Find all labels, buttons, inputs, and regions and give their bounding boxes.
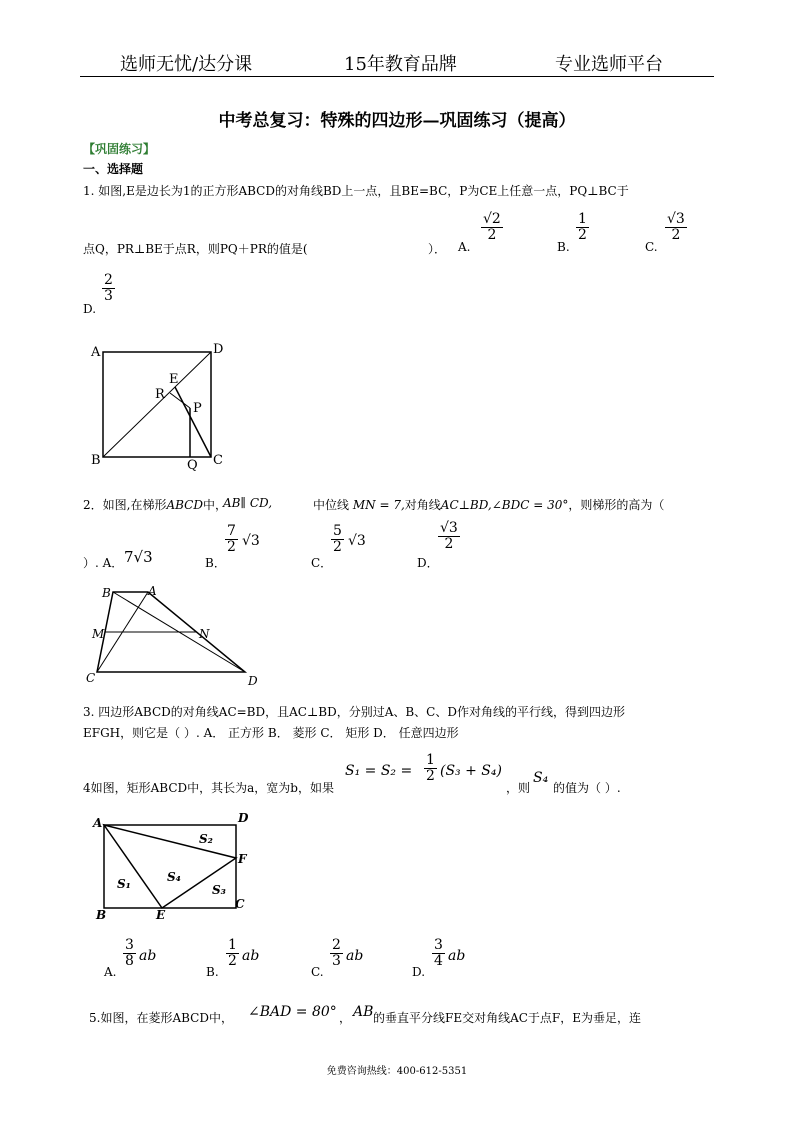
q2-mn-text: 中位线 MN = 7,对角线AC⊥BD,∠BDC = 30°，则梯形的高为（ — [313, 498, 665, 512]
q4-fraction-a: $\frac{3}{8}$ — [125, 937, 134, 969]
q4-fraction-c: $\frac{2}{3}$ — [332, 937, 341, 969]
q4-label-a: A — [93, 816, 103, 830]
q1-label-p: P — [193, 401, 202, 416]
q2-label-b: B — [102, 586, 111, 600]
q4-label-d: D — [238, 811, 249, 825]
q4-text: 4如图，矩形ABCD中，其长为a，宽为b，如果 — [83, 781, 334, 795]
q4-opt-c: C. — [311, 965, 324, 979]
q2-prefix: 2．如图,在梯形 — [83, 498, 167, 512]
q4-tail: 的值为（ ）. — [553, 781, 621, 795]
q1-label-d: D — [213, 342, 224, 357]
q4-label-s4: S₄ — [167, 870, 181, 884]
q5-prefix: 5.如图，在菱形ABCD中， — [89, 1011, 233, 1025]
q3-line2: EFGH，则它是（ ）. A． 正方形 B． 菱形 C． 矩形 D． 任意四边形 — [83, 726, 459, 740]
q2-opt-b: B． — [205, 556, 226, 570]
q4-ab-a: ab — [139, 948, 157, 964]
q2-fraction-c: $\frac{5}{2}$ — [333, 523, 342, 555]
q4-ab-d: ab — [448, 948, 466, 964]
q2-suffix: ，则梯形的高为（ — [568, 498, 665, 512]
q1-fraction-d: $\frac{2}{3}$ — [104, 272, 113, 304]
q2-radical-c: √3 — [348, 533, 366, 549]
q2-value-a: 7√3 — [124, 548, 153, 566]
header-right: 专业选师平台 — [555, 54, 663, 75]
q4-formula-right: (S₃ + S₄) — [440, 763, 502, 779]
q4-label-c: C — [235, 897, 245, 911]
q4-figure — [88, 808, 258, 920]
q4-label-e: E — [156, 908, 166, 920]
section-heading: 一、选择题 — [83, 162, 144, 176]
q4-label-s2: S₂ — [199, 832, 213, 846]
q4-label-b: B — [96, 908, 107, 920]
q1-line1: 1. 如图,E是边长为1的正方形ABCD的对角线BD上一点，且BE=BC，P为CE上任意一点，PQ⊥BC于 — [83, 184, 629, 198]
header-left: 选师无忧/达分课 — [120, 54, 253, 75]
q2-perp: AC⊥BD, — [440, 498, 492, 512]
q2-opt-c: C． — [311, 556, 333, 570]
q2-abcd: ABCD — [166, 498, 203, 512]
q2-fraction-b: $\frac{7}{2}$ — [227, 523, 236, 555]
q2-mid: 中， — [202, 498, 227, 512]
q1-opt-a: A. — [458, 240, 471, 254]
q1-label-b: B — [91, 453, 101, 468]
q1-segment-ce — [175, 387, 211, 457]
q2-opt-a: ）. A． — [83, 556, 124, 570]
q4-fraction-d: $\frac{3}{4}$ — [434, 937, 443, 969]
q2-fraction-d: $\frac{√3}{2}$ — [440, 520, 458, 552]
q1-fraction-b: $\frac{1}{2}$ — [578, 211, 587, 243]
q4-opt-d: D. — [412, 965, 426, 979]
header-center: 15年教育品牌 — [344, 54, 457, 75]
q4-fraction-b: $\frac{1}{2}$ — [228, 937, 237, 969]
q2-label-c: C — [86, 671, 96, 685]
q1-fraction-c: $\frac{√3}{2}$ — [667, 211, 685, 243]
q2-label-n: N — [199, 627, 210, 641]
q1-label-q: Q — [187, 458, 198, 473]
q4-opt-b: B. — [206, 965, 219, 979]
q4-then: ，则 — [506, 781, 531, 795]
q4-s4: S₄ — [533, 770, 549, 786]
q4-opt-a: A. — [104, 965, 117, 979]
q1-label-r: R — [155, 387, 165, 402]
q2-line1 — [83, 496, 227, 513]
section-tag: 【巩固练习】 — [83, 142, 156, 156]
header-rule — [80, 76, 714, 77]
q1-label-e: E — [169, 372, 179, 387]
footer-hotline: 免费咨询热线：400-612-5351 — [326, 1066, 468, 1077]
q4-ab-b: ab — [242, 948, 260, 964]
q1-figure — [90, 340, 240, 475]
q1-line2: 点Q，PR⊥BE于点R，则PQ＋PR的值是( — [83, 242, 308, 256]
q1-opt-c: C. — [645, 240, 658, 254]
q5-suffix: 的垂直平分线FE交对角线AC于点F，E为垂足，连 — [373, 1011, 642, 1025]
q1-label-a: A — [91, 345, 101, 360]
q3-line1: 3. 四边形ABCD的对角线AC=BD，且AC⊥BD，分别过A、B、C、D作对角线的平行线，得到四边形 — [83, 705, 625, 719]
q1-opt-d: D. — [83, 302, 97, 316]
q2-opt-d: D． — [417, 556, 439, 570]
q1-fraction-a: $\frac{√2}{2}$ — [483, 211, 501, 243]
q1-close: ）． — [428, 242, 447, 256]
q5-sep: ， — [339, 1011, 352, 1025]
q1-label-c: C — [213, 453, 223, 468]
q2-angle: ∠BDC = 30° — [491, 498, 569, 512]
q2-parallel: AB∥ CD, — [223, 496, 273, 510]
q4-ab-c: ab — [346, 948, 364, 964]
q2-figure — [85, 582, 270, 690]
q2-radical-b: √3 — [242, 533, 260, 549]
q2-label-d: D — [248, 674, 258, 688]
q4-formula-left: S₁ = S₂ = — [345, 763, 413, 779]
q4-label-s1: S₁ — [117, 877, 131, 891]
q4-label-s3: S₃ — [212, 883, 226, 897]
q4-formula-fraction: $\frac{1}{2}$ — [426, 752, 435, 784]
q4-label-f: F — [238, 852, 247, 866]
q5-angle: ∠BAD = 80° — [248, 1004, 337, 1020]
q5-ab: AB — [353, 1004, 374, 1020]
q2-label-m: M — [92, 627, 105, 641]
page-title: 中考总复习：特殊的四边形—巩固练习（提高） — [218, 111, 576, 131]
q1-opt-b: B. — [557, 240, 570, 254]
q2-mn: MN = 7, — [352, 498, 405, 512]
q2-label-a: A — [148, 584, 157, 598]
